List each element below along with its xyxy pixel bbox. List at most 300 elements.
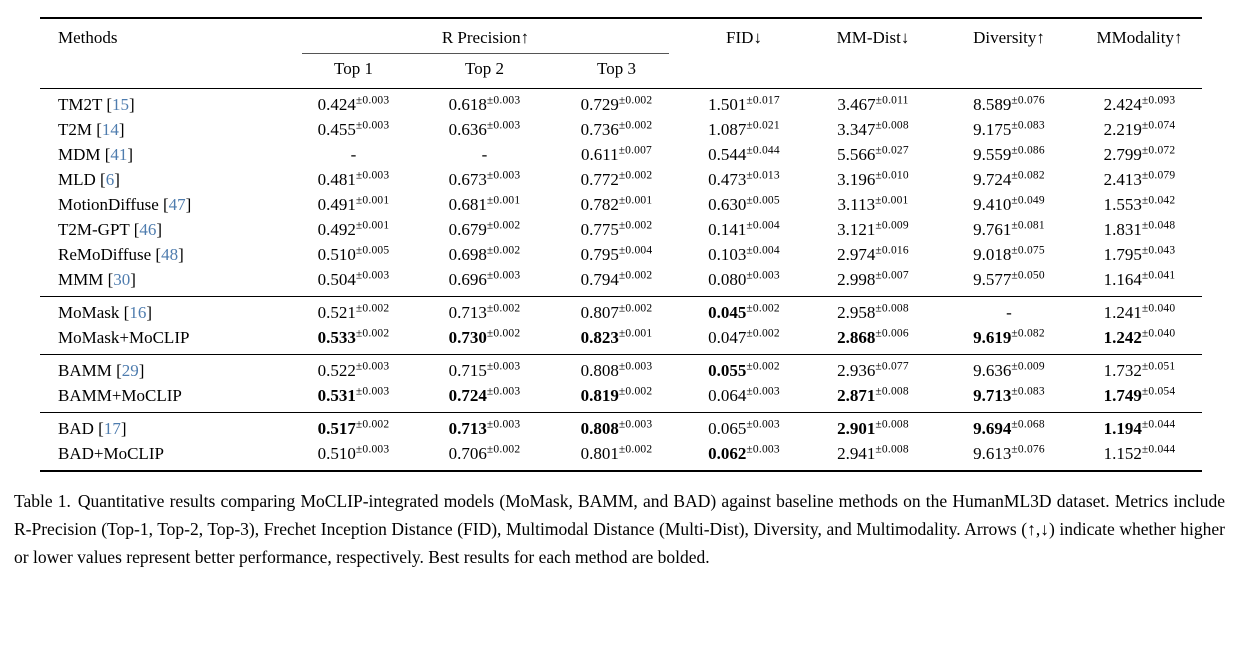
error-margin: ±0.077 xyxy=(875,360,909,373)
metric-value: 0.679 xyxy=(448,220,487,239)
metric-value: 0.491 xyxy=(317,195,356,214)
metric-value: 9.761 xyxy=(973,220,1012,239)
table-row xyxy=(40,442,1202,472)
table-row xyxy=(40,193,1202,218)
metric-value: 0.772 xyxy=(580,170,619,189)
citation-link[interactable]: 16 xyxy=(129,303,147,322)
error-margin: ±0.002 xyxy=(486,327,521,340)
value-cell xyxy=(941,326,1077,355)
metric-value: 2.998 xyxy=(837,270,876,289)
table-row xyxy=(40,143,1202,168)
table-group xyxy=(40,89,1202,297)
error-margin: ±0.002 xyxy=(355,302,390,315)
metric-value: 0.724 xyxy=(448,386,487,405)
value-cell xyxy=(805,326,941,355)
error-margin: ±0.010 xyxy=(875,169,909,182)
error-margin: ±0.009 xyxy=(1011,360,1045,373)
metric-value: 1.242 xyxy=(1103,328,1142,347)
value-cell xyxy=(941,413,1077,442)
error-margin: ±0.001 xyxy=(355,219,390,232)
value-cell xyxy=(550,297,683,326)
metric-value: 0.064 xyxy=(708,386,747,405)
value-cell xyxy=(805,89,941,118)
value-cell xyxy=(805,297,941,326)
error-margin: ±0.001 xyxy=(618,327,653,340)
table-row xyxy=(40,413,1202,442)
value-cell xyxy=(550,218,683,243)
method-cell: BAMM+MoCLIP xyxy=(58,386,182,405)
method-cell: TM2T [15] xyxy=(58,95,135,114)
col-header-mmodality: MModality↑ xyxy=(1096,28,1183,47)
col-header-mm-dist: MM-Dist↓ xyxy=(836,28,910,47)
table-caption xyxy=(14,487,1225,571)
table-row xyxy=(40,168,1202,193)
metric-value: - xyxy=(481,145,488,164)
metric-value: - xyxy=(350,145,357,164)
error-margin: ±0.003 xyxy=(355,385,390,398)
metric-value: 9.613 xyxy=(973,444,1012,463)
value-cell xyxy=(1077,413,1202,442)
metric-value: 0.618 xyxy=(448,95,487,114)
error-margin: ±0.021 xyxy=(746,119,780,132)
value-cell xyxy=(419,243,550,268)
value-cell xyxy=(941,297,1077,326)
caption-text: Quantitative results comparing MoCLIP-integrated models (MoMask, BAMM, and BAD) against baseline methods on the HumanML3D dataset. Metrics include R-Precision (Top-1, Top-2, Top-3), Frechet Inception Distance (FID), Multimodal Distance (Multi-Dist), Diversity, and Multimodality. Arrows (↑,↓) indicate whether higher or lower values represent better performance, respectively. Best results for each method are bolded. xyxy=(14,491,1225,567)
metric-value: 0.533 xyxy=(317,328,356,347)
metric-value: 2.424 xyxy=(1103,95,1142,114)
results-table xyxy=(40,17,1202,472)
metric-value: 8.589 xyxy=(973,95,1012,114)
table-group xyxy=(40,355,1202,413)
metric-value: 1.152 xyxy=(1103,444,1142,463)
error-margin: ±0.002 xyxy=(746,302,780,315)
error-margin: ±0.011 xyxy=(875,94,909,107)
value-cell xyxy=(419,384,550,413)
error-margin: ±0.082 xyxy=(1011,169,1045,182)
value-cell xyxy=(419,118,550,143)
metric-value: 0.103 xyxy=(708,245,747,264)
metric-value: 2.868 xyxy=(837,328,876,347)
value-cell xyxy=(1077,442,1202,472)
value-cell xyxy=(683,355,805,384)
value-cell xyxy=(941,143,1077,168)
metric-value: 0.481 xyxy=(317,170,356,189)
error-margin: ±0.002 xyxy=(486,244,521,257)
error-margin: ±0.044 xyxy=(1141,443,1176,456)
col-header-top3: Top 3 xyxy=(597,59,636,78)
error-margin: ±0.003 xyxy=(486,418,521,431)
error-margin: ±0.004 xyxy=(618,244,653,257)
error-margin: ±0.001 xyxy=(875,194,909,207)
value-cell xyxy=(550,193,683,218)
value-cell xyxy=(683,143,805,168)
metric-value: 0.775 xyxy=(580,220,619,239)
metric-value: 0.521 xyxy=(317,303,356,322)
error-margin: ±0.093 xyxy=(1141,94,1176,107)
method-cell: MMM [30] xyxy=(58,270,136,289)
metric-value: 9.175 xyxy=(973,120,1012,139)
error-margin: ±0.005 xyxy=(746,194,780,207)
metric-value: 0.141 xyxy=(708,220,747,239)
error-margin: ±0.002 xyxy=(618,219,653,232)
error-margin: ±0.043 xyxy=(1141,244,1176,257)
metric-value: 0.673 xyxy=(448,170,487,189)
value-cell xyxy=(288,89,419,118)
value-cell xyxy=(1077,118,1202,143)
metric-value: 0.510 xyxy=(317,444,356,463)
error-margin: ±0.048 xyxy=(1141,219,1176,232)
metric-value: 1.087 xyxy=(708,120,747,139)
col-header-r-precision xyxy=(288,18,683,56)
error-margin: ±0.072 xyxy=(1141,144,1176,157)
metric-value: 0.504 xyxy=(317,270,356,289)
error-margin: ±0.075 xyxy=(1011,244,1045,257)
value-cell xyxy=(288,326,419,355)
error-margin: ±0.004 xyxy=(746,219,780,232)
metric-value: 1.553 xyxy=(1103,195,1142,214)
value-cell xyxy=(941,218,1077,243)
metric-value: 9.559 xyxy=(973,145,1012,164)
table-row xyxy=(40,243,1202,268)
error-margin: ±0.003 xyxy=(486,360,521,373)
value-cell xyxy=(941,442,1077,472)
value-cell xyxy=(419,413,550,442)
error-margin: ±0.002 xyxy=(355,327,390,340)
error-margin: ±0.017 xyxy=(746,94,780,107)
value-cell xyxy=(805,168,941,193)
error-margin: ±0.001 xyxy=(618,194,653,207)
value-cell xyxy=(941,168,1077,193)
citation-link[interactable]: 30 xyxy=(113,270,131,289)
table-row xyxy=(40,218,1202,243)
metric-value: 0.065 xyxy=(708,419,747,438)
metric-value: 9.410 xyxy=(973,195,1012,214)
value-cell xyxy=(419,442,550,472)
error-margin: ±0.008 xyxy=(875,302,909,315)
value-cell xyxy=(288,413,419,442)
citation-link[interactable]: 41 xyxy=(110,145,128,164)
value-cell xyxy=(1077,355,1202,384)
error-margin: ±0.003 xyxy=(486,169,521,182)
metric-value: 2.941 xyxy=(837,444,876,463)
error-margin: ±0.003 xyxy=(746,385,780,398)
value-cell xyxy=(419,218,550,243)
error-margin: ±0.042 xyxy=(1141,194,1176,207)
error-margin: ±0.003 xyxy=(486,385,521,398)
citation-link[interactable]: 15 xyxy=(112,95,129,114)
error-margin: ±0.002 xyxy=(618,443,653,456)
error-margin: ±0.005 xyxy=(355,244,390,257)
value-cell xyxy=(805,193,941,218)
value-cell xyxy=(683,243,805,268)
value-cell xyxy=(288,268,419,297)
metric-value: 0.681 xyxy=(448,195,487,214)
error-margin: ±0.054 xyxy=(1141,385,1176,398)
metric-value: 0.517 xyxy=(317,419,356,438)
metric-value: 0.729 xyxy=(580,95,619,114)
metric-value: 3.113 xyxy=(837,195,876,214)
value-cell xyxy=(1077,384,1202,413)
error-margin: ±0.003 xyxy=(486,269,521,282)
error-margin: ±0.074 xyxy=(1141,119,1176,132)
value-cell xyxy=(941,243,1077,268)
value-cell xyxy=(550,326,683,355)
value-cell xyxy=(550,118,683,143)
value-cell xyxy=(288,355,419,384)
value-cell xyxy=(941,384,1077,413)
error-margin: ±0.008 xyxy=(875,119,909,132)
metric-value: 2.901 xyxy=(837,419,876,438)
error-margin: ±0.004 xyxy=(746,244,780,257)
metric-value: 9.636 xyxy=(973,361,1012,380)
error-margin: ±0.003 xyxy=(355,119,390,132)
metric-value: 2.219 xyxy=(1103,120,1142,139)
table-row xyxy=(40,384,1202,413)
col-header-diversity: Diversity↑ xyxy=(973,28,1045,47)
value-cell xyxy=(288,193,419,218)
metric-value: 0.531 xyxy=(317,386,356,405)
metric-value: 3.121 xyxy=(837,220,876,239)
table-row xyxy=(40,326,1202,355)
value-cell xyxy=(805,413,941,442)
metric-value: 0.808 xyxy=(580,419,619,438)
error-margin: ±0.083 xyxy=(1011,385,1045,398)
error-margin: ±0.049 xyxy=(1011,194,1045,207)
error-margin: ±0.003 xyxy=(746,269,780,282)
metric-value: 0.794 xyxy=(580,270,619,289)
value-cell xyxy=(419,355,550,384)
value-cell xyxy=(1077,268,1202,297)
metric-value: 9.694 xyxy=(973,419,1012,438)
metric-value: 2.413 xyxy=(1103,170,1142,189)
error-margin: ±0.001 xyxy=(486,194,521,207)
method-cell: BAD [17] xyxy=(58,419,127,438)
value-cell xyxy=(419,89,550,118)
value-cell xyxy=(288,442,419,472)
metric-value: 0.455 xyxy=(317,120,356,139)
metric-value: 0.819 xyxy=(580,386,619,405)
col-header-top2: Top 2 xyxy=(465,59,504,78)
table-header xyxy=(40,18,1202,89)
metric-value: 0.713 xyxy=(448,419,487,438)
value-cell xyxy=(683,413,805,442)
citation-link[interactable]: 29 xyxy=(121,361,139,380)
error-margin: ±0.079 xyxy=(1141,169,1176,182)
metric-value: 1.749 xyxy=(1103,386,1142,405)
table-group xyxy=(40,297,1202,355)
error-margin: ±0.003 xyxy=(746,443,780,456)
value-cell xyxy=(805,218,941,243)
value-cell xyxy=(805,243,941,268)
error-margin: ±0.051 xyxy=(1141,360,1176,373)
error-margin: ±0.016 xyxy=(875,244,909,257)
error-margin: ±0.008 xyxy=(875,443,909,456)
value-cell xyxy=(288,243,419,268)
value-cell xyxy=(941,193,1077,218)
method-cell: MLD [6] xyxy=(58,170,120,189)
metric-value: 0.782 xyxy=(580,195,619,214)
value-cell xyxy=(550,243,683,268)
error-margin: ±0.009 xyxy=(875,219,909,232)
metric-value: 0.823 xyxy=(580,328,619,347)
error-margin: ±0.082 xyxy=(1011,327,1045,340)
metric-value: 0.055 xyxy=(708,361,747,380)
error-margin: ±0.003 xyxy=(355,360,390,373)
value-cell xyxy=(805,355,941,384)
metric-value: 1.194 xyxy=(1103,419,1142,438)
metric-value: 0.736 xyxy=(580,120,619,139)
error-margin: ±0.002 xyxy=(355,418,390,431)
value-cell xyxy=(1077,168,1202,193)
value-cell xyxy=(419,326,550,355)
error-margin: ±0.068 xyxy=(1011,418,1045,431)
method-cell: BAMM [29] xyxy=(58,361,145,380)
method-cell: MotionDiffuse [47] xyxy=(58,195,192,214)
value-cell xyxy=(288,218,419,243)
value-cell xyxy=(550,413,683,442)
col-header-methods: Methods xyxy=(58,28,118,47)
error-margin: ±0.002 xyxy=(618,169,653,182)
method-cell: BAD+MoCLIP xyxy=(58,444,164,463)
metric-value: 1.241 xyxy=(1103,303,1142,322)
metric-value: 2.958 xyxy=(837,303,876,322)
error-margin: ±0.081 xyxy=(1011,219,1045,232)
metric-value: 0.696 xyxy=(448,270,487,289)
value-cell xyxy=(288,297,419,326)
value-cell xyxy=(683,384,805,413)
value-cell xyxy=(550,384,683,413)
error-margin: ±0.040 xyxy=(1141,302,1176,315)
metric-value: 0.698 xyxy=(448,245,487,264)
method-cell: MoMask+MoCLIP xyxy=(58,328,190,347)
error-margin: ±0.002 xyxy=(486,219,521,232)
metric-value: 0.630 xyxy=(708,195,747,214)
error-margin: ±0.002 xyxy=(746,360,780,373)
value-cell xyxy=(419,143,550,168)
r-precision-label: R Precision↑ xyxy=(302,28,669,54)
metric-value: 3.467 xyxy=(837,95,876,114)
metric-value: 0.473 xyxy=(708,170,747,189)
citation-link[interactable]: 47 xyxy=(168,195,186,214)
value-cell xyxy=(683,89,805,118)
metric-value: 0.706 xyxy=(448,444,487,463)
metric-value: 1.795 xyxy=(1103,245,1142,264)
value-cell xyxy=(550,442,683,472)
error-margin: ±0.041 xyxy=(1141,269,1176,282)
metric-value: 3.347 xyxy=(837,120,876,139)
metric-value: 2.974 xyxy=(837,245,876,264)
value-cell xyxy=(683,193,805,218)
metric-value: 0.522 xyxy=(317,361,356,380)
value-cell xyxy=(941,118,1077,143)
method-cell: MDM [41] xyxy=(58,145,134,164)
value-cell xyxy=(419,168,550,193)
value-cell xyxy=(550,168,683,193)
metric-value: 9.619 xyxy=(973,328,1012,347)
value-cell xyxy=(550,89,683,118)
metric-value: 0.636 xyxy=(448,120,487,139)
method-cell: ReMoDiffuse [48] xyxy=(58,245,184,264)
value-cell xyxy=(1077,89,1202,118)
value-cell xyxy=(288,168,419,193)
error-margin: ±0.002 xyxy=(618,269,653,282)
metric-value: 1.831 xyxy=(1103,220,1142,239)
value-cell xyxy=(1077,143,1202,168)
value-cell xyxy=(683,218,805,243)
error-margin: ±0.044 xyxy=(746,144,780,157)
value-cell xyxy=(805,118,941,143)
value-cell xyxy=(288,118,419,143)
value-cell xyxy=(805,143,941,168)
value-cell xyxy=(288,384,419,413)
value-cell xyxy=(550,355,683,384)
error-margin: ±0.083 xyxy=(1011,119,1045,132)
metric-value: 0.801 xyxy=(580,444,619,463)
citation-link[interactable]: 48 xyxy=(161,245,179,264)
metric-value: 0.713 xyxy=(448,303,487,322)
value-cell xyxy=(805,384,941,413)
caption-label: Table 1. xyxy=(14,491,71,511)
value-cell xyxy=(1077,218,1202,243)
metric-value: 0.715 xyxy=(448,361,487,380)
method-cell: T2M-GPT [46] xyxy=(58,220,163,239)
table-row xyxy=(40,118,1202,143)
error-margin: ±0.002 xyxy=(486,443,521,456)
col-header-top1: Top 1 xyxy=(334,59,373,78)
citation-link[interactable]: 46 xyxy=(139,220,157,239)
metric-value: 9.713 xyxy=(973,386,1012,405)
value-cell xyxy=(1077,243,1202,268)
metric-value: 1.164 xyxy=(1103,270,1142,289)
error-margin: ±0.002 xyxy=(618,385,653,398)
error-margin: ±0.002 xyxy=(746,327,780,340)
metric-value: 2.871 xyxy=(837,386,876,405)
error-margin: ±0.050 xyxy=(1011,269,1045,282)
metric-value: 1.501 xyxy=(708,95,747,114)
metric-value: 0.795 xyxy=(580,245,619,264)
error-margin: ±0.003 xyxy=(618,418,653,431)
value-cell xyxy=(419,268,550,297)
value-cell xyxy=(683,168,805,193)
error-margin: ±0.006 xyxy=(875,327,909,340)
value-cell xyxy=(683,268,805,297)
metric-value: 0.730 xyxy=(448,328,487,347)
value-cell xyxy=(805,442,941,472)
citation-link[interactable]: 14 xyxy=(101,120,119,139)
value-cell xyxy=(805,268,941,297)
metric-value: - xyxy=(1006,303,1012,322)
method-cell: MoMask [16] xyxy=(58,303,152,322)
error-margin: ±0.002 xyxy=(618,302,653,315)
error-margin: ±0.076 xyxy=(1011,443,1045,456)
value-cell xyxy=(683,326,805,355)
metric-value: 0.045 xyxy=(708,303,747,322)
value-cell xyxy=(683,442,805,472)
value-cell xyxy=(1077,326,1202,355)
value-cell xyxy=(1077,297,1202,326)
error-margin: ±0.007 xyxy=(875,269,909,282)
value-cell xyxy=(419,193,550,218)
metric-value: 0.544 xyxy=(708,145,747,164)
metric-value: 0.047 xyxy=(708,328,747,347)
value-cell xyxy=(288,143,419,168)
table-row xyxy=(40,297,1202,326)
citation-link[interactable]: 17 xyxy=(103,419,121,438)
metric-value: 0.492 xyxy=(317,220,356,239)
metric-value: 9.724 xyxy=(973,170,1012,189)
error-margin: ±0.086 xyxy=(1011,144,1045,157)
citation-link[interactable]: 6 xyxy=(105,170,115,189)
